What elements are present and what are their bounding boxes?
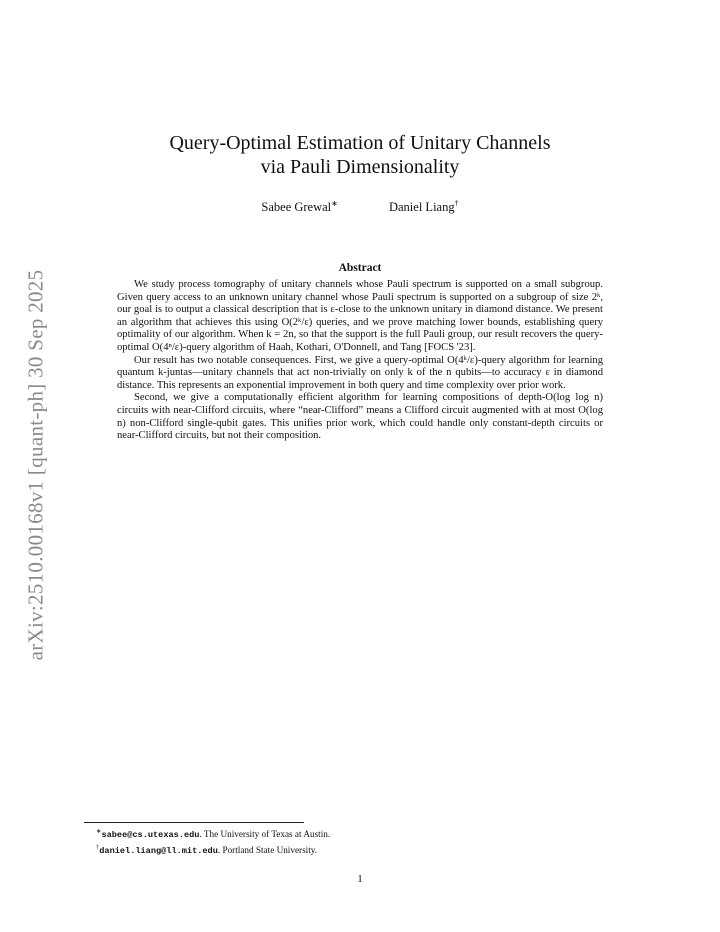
author-2-mark: † [454, 199, 459, 208]
footnote-2-email[interactable]: daniel.liang@ll.mit.edu [99, 845, 218, 856]
author-1-mark: ∗ [331, 199, 338, 208]
abstract-body [117, 279, 603, 443]
page-number: 1 [357, 873, 363, 885]
footnotes [96, 826, 656, 857]
footnote-1 [96, 826, 656, 842]
footnote-2-mark: † [96, 843, 100, 851]
abstract-paragraph-2: Our result has two notable consequences. First, we give a query-optimal O(4ᵏ/ε)-query algorithm for learning quantum k-juntas—unitary channels that act non-trivially on only k of the n qubits—to accuracy ε in diamond distance. This represents an exponential improvement in both query and time complexity over prior work. [117, 354, 603, 391]
footnote-1-email[interactable]: sabee@cs.utexas.edu [101, 830, 200, 841]
footnote-2 [96, 842, 656, 858]
footnote-1-mark: ∗ [96, 828, 102, 835]
abstract-paragraph-3: Second, we give a computationally efficient algorithm for learning compositions of depth-O(log log n) circuits with near-Clifford circuits, where “near-Clifford” means a Clifford circuit augmented with at most O(log n) non-Clifford single-qubit gates. This unifies prior work, which could handle only constant-depth circuits or near-Clifford circuits, but not their composition. [117, 392, 603, 442]
author-2-name: Daniel Liang [388, 200, 455, 215]
arxiv-identifier-stamp: arXiv:2510.00168v1 [quant-ph] 30 Sep 2025 [23, 269, 48, 661]
footnote-rule [84, 822, 304, 823]
author-list [0, 199, 720, 215]
abstract-paragraph-1: We study process tomography of unitary channels whose Pauli spectrum is supported on a small subgroup. Given query access to an unknown unitary channel whose Pauli spectrum is supported on a subgroup of size 2ᵏ, our goal is to output a classical description that is ε-close to the unknown unitary in diamond distance. We present an algorithm that achieves this using O(2ᵏ/ε) queries, and we prove matching lower bounds, establishing query optimality of our algorithm. When k = 2n, so that the support is the full Pauli group, our result recovers the query-optimal O(4ⁿ/ε)-query algorithm of Haah, Kothari, O'Donnell, and Tang [FOCS '23]. [117, 279, 603, 353]
abstract-heading: Abstract [338, 262, 382, 274]
paper-title [0, 131, 720, 179]
author-1 [261, 199, 337, 215]
author-2 [389, 199, 459, 215]
author-1-name: Sabee Grewal [261, 200, 332, 215]
title-line-1: Query-Optimal Estimation of Unitary Channels [169, 132, 551, 154]
footnote-2-affiliation: . Portland State University. [217, 844, 318, 855]
title-line-2: via Pauli Dimensionality [260, 156, 460, 178]
footnote-1-affiliation: . The University of Texas at Austin. [199, 829, 331, 840]
